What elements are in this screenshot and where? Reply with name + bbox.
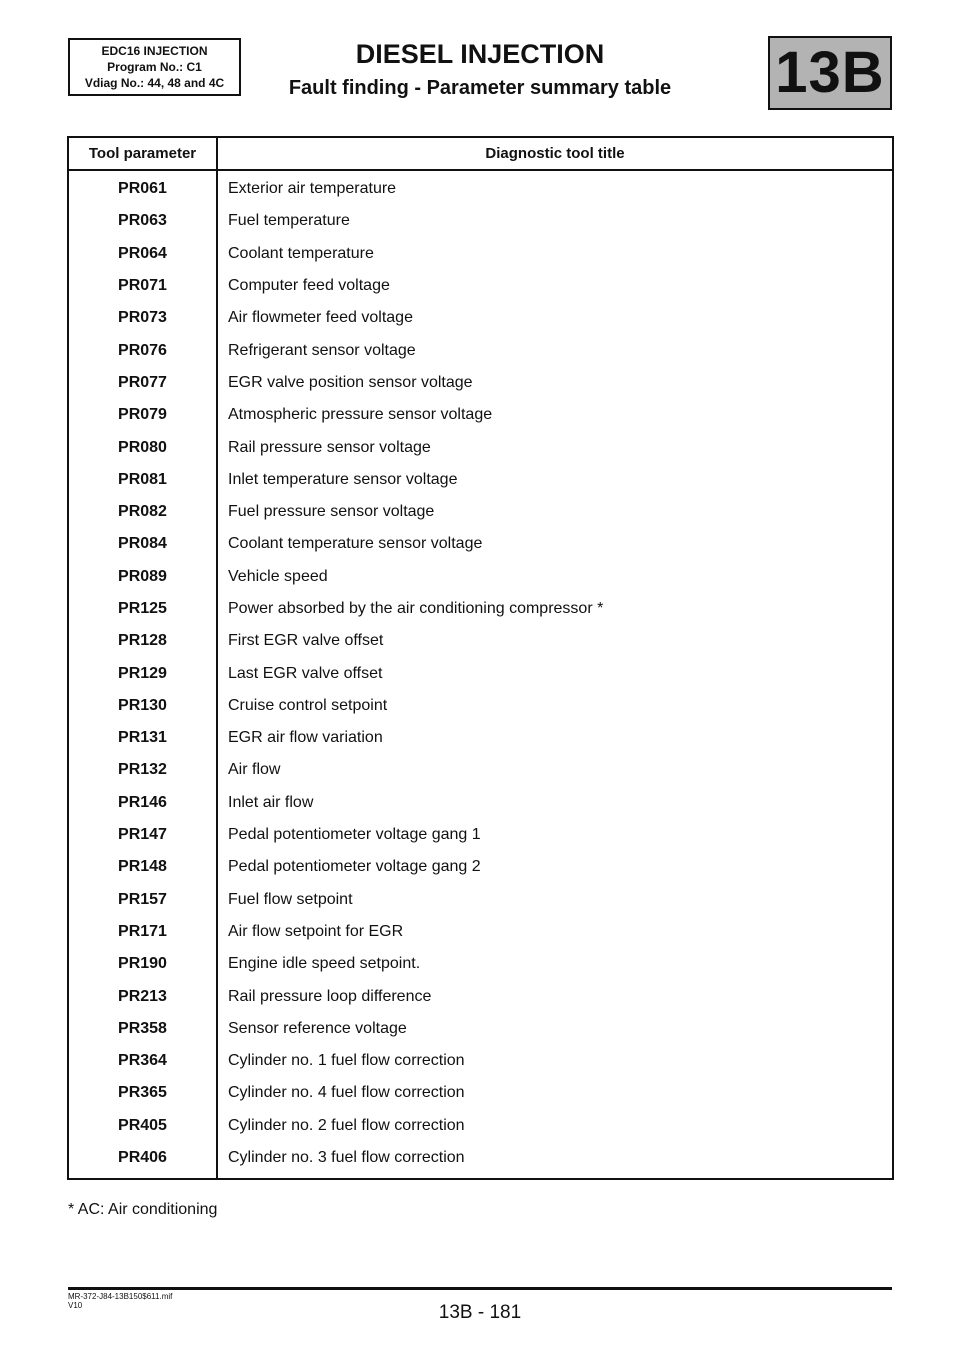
ident-line-vdiag: Vdiag No.: 44, 48 and 4C bbox=[84, 76, 225, 90]
program-ident-box bbox=[68, 38, 241, 96]
parameter-code: PR171 bbox=[68, 916, 217, 948]
ident-line-injection: EDC16 INJECTION bbox=[101, 44, 208, 58]
parameter-title: Last EGR valve offset bbox=[228, 664, 383, 682]
file-reference bbox=[68, 1292, 172, 1310]
table-row bbox=[68, 1142, 893, 1179]
parameter-title: Air flow setpoint for EGR bbox=[228, 922, 404, 940]
parameter-title: Inlet temperature sensor voltage bbox=[228, 470, 458, 488]
table-row bbox=[68, 528, 893, 560]
table-row bbox=[68, 916, 893, 948]
parameter-title: Exterior air temperature bbox=[228, 180, 397, 198]
table-row bbox=[68, 819, 893, 851]
table-row bbox=[68, 431, 893, 463]
parameter-code: PR190 bbox=[68, 948, 217, 980]
table-row bbox=[68, 561, 893, 593]
table-row bbox=[68, 948, 893, 980]
parameter-title: Air flow bbox=[228, 761, 281, 779]
parameter-title: EGR valve position sensor voltage bbox=[228, 373, 473, 391]
parameter-title: Computer feed voltage bbox=[228, 277, 390, 295]
parameter-code: PR132 bbox=[68, 754, 217, 786]
table-row bbox=[68, 238, 893, 270]
parameter-code: PR077 bbox=[68, 367, 217, 399]
parameter-title: Coolant temperature sensor voltage bbox=[228, 535, 483, 553]
table-row bbox=[68, 334, 893, 366]
footer-rule bbox=[68, 1287, 892, 1290]
table-row bbox=[68, 1077, 893, 1109]
table-row bbox=[68, 593, 893, 625]
parameter-summary-table bbox=[67, 136, 894, 1180]
parameter-title: Pedal potentiometer voltage gang 2 bbox=[228, 858, 481, 876]
page-subtitle: Fault finding - Parameter summary table bbox=[288, 77, 672, 99]
table-row bbox=[68, 367, 893, 399]
table-row bbox=[68, 980, 893, 1012]
table-row bbox=[68, 1045, 893, 1077]
parameter-code: PR129 bbox=[68, 657, 217, 689]
parameter-code: PR406 bbox=[68, 1142, 217, 1179]
parameter-title: Fuel flow setpoint bbox=[228, 890, 353, 908]
parameter-code: PR148 bbox=[68, 851, 217, 883]
parameter-code: PR125 bbox=[68, 593, 217, 625]
parameter-code: PR063 bbox=[68, 205, 217, 237]
parameter-code: PR080 bbox=[68, 431, 217, 463]
table-row bbox=[68, 270, 893, 302]
parameter-title: Sensor reference voltage bbox=[228, 1019, 407, 1037]
file-reference-version: V10 bbox=[68, 1301, 83, 1310]
table-row bbox=[68, 302, 893, 334]
parameter-title: Cruise control setpoint bbox=[228, 696, 388, 714]
parameter-code: PR073 bbox=[68, 302, 217, 334]
table-row bbox=[68, 884, 893, 916]
parameter-code: PR157 bbox=[68, 884, 217, 916]
table-row bbox=[68, 690, 893, 722]
table-row bbox=[68, 464, 893, 496]
parameter-title: First EGR valve offset bbox=[228, 632, 384, 650]
parameter-title: Air flowmeter feed voltage bbox=[228, 309, 413, 327]
table-row bbox=[68, 754, 893, 786]
page-title: DIESEL INJECTION bbox=[355, 39, 605, 69]
parameter-title: Fuel pressure sensor voltage bbox=[228, 503, 435, 521]
ident-line-program: Program No.: C1 bbox=[107, 60, 202, 74]
parameter-code: PR131 bbox=[68, 722, 217, 754]
parameter-code: PR364 bbox=[68, 1045, 217, 1077]
parameter-code: PR130 bbox=[68, 690, 217, 722]
parameter-title: Rail pressure loop difference bbox=[228, 987, 432, 1005]
parameter-code: PR082 bbox=[68, 496, 217, 528]
parameter-code: PR079 bbox=[68, 399, 217, 431]
parameter-title: Vehicle speed bbox=[228, 567, 328, 585]
table-row bbox=[68, 1110, 893, 1142]
parameter-code: PR358 bbox=[68, 1013, 217, 1045]
parameter-title: Atmospheric pressure sensor voltage bbox=[228, 406, 493, 424]
parameter-title: Fuel temperature bbox=[228, 212, 350, 230]
table-row bbox=[68, 170, 893, 205]
parameter-code: PR089 bbox=[68, 561, 217, 593]
parameter-code: PR213 bbox=[68, 980, 217, 1012]
file-reference-name: MR-372-J84-13B150$611.mif bbox=[68, 1292, 173, 1301]
parameter-code: PR084 bbox=[68, 528, 217, 560]
footnote: * AC: Air conditioning bbox=[68, 1201, 218, 1218]
parameter-title: Cylinder no. 4 fuel flow correction bbox=[228, 1084, 465, 1102]
parameter-title: Cylinder no. 3 fuel flow correction bbox=[228, 1149, 465, 1167]
table-row bbox=[68, 657, 893, 689]
column-header-diagnostic-tool-title: Diagnostic tool title bbox=[217, 137, 893, 170]
parameter-title: Coolant temperature bbox=[228, 244, 374, 262]
table-body bbox=[68, 170, 893, 1179]
parameter-code: PR081 bbox=[68, 464, 217, 496]
parameter-code: PR365 bbox=[68, 1077, 217, 1109]
parameter-code: PR061 bbox=[68, 170, 217, 205]
section-code-badge: 13B bbox=[768, 36, 892, 110]
parameter-title: Engine idle speed setpoint. bbox=[228, 955, 421, 973]
parameter-code: PR405 bbox=[68, 1110, 217, 1142]
table-row bbox=[68, 625, 893, 657]
parameter-code: PR146 bbox=[68, 787, 217, 819]
table-row bbox=[68, 722, 893, 754]
page-number: 13B - 181 bbox=[438, 1302, 522, 1323]
parameter-title: Inlet air flow bbox=[228, 793, 314, 811]
table-row bbox=[68, 1013, 893, 1045]
table-row bbox=[68, 205, 893, 237]
parameter-code: PR128 bbox=[68, 625, 217, 657]
table-row bbox=[68, 399, 893, 431]
parameter-code: PR076 bbox=[68, 334, 217, 366]
parameter-title: Cylinder no. 2 fuel flow correction bbox=[228, 1116, 465, 1134]
parameter-code: PR071 bbox=[68, 270, 217, 302]
table-row bbox=[68, 787, 893, 819]
column-header-tool-parameter: Tool parameter bbox=[68, 137, 217, 170]
parameter-title: Power absorbed by the air conditioning compressor * bbox=[228, 600, 604, 617]
table-row bbox=[68, 496, 893, 528]
parameter-code: PR147 bbox=[68, 819, 217, 851]
parameter-title: Cylinder no. 1 fuel flow correction bbox=[228, 1052, 465, 1070]
table-header-row bbox=[68, 137, 893, 170]
parameter-code: PR064 bbox=[68, 238, 217, 270]
parameter-title: Refrigerant sensor voltage bbox=[228, 341, 416, 359]
table-row bbox=[68, 851, 893, 883]
parameter-title: Pedal potentiometer voltage gang 1 bbox=[228, 826, 481, 844]
parameter-title: Rail pressure sensor voltage bbox=[228, 438, 431, 456]
parameter-title: EGR air flow variation bbox=[228, 729, 383, 747]
